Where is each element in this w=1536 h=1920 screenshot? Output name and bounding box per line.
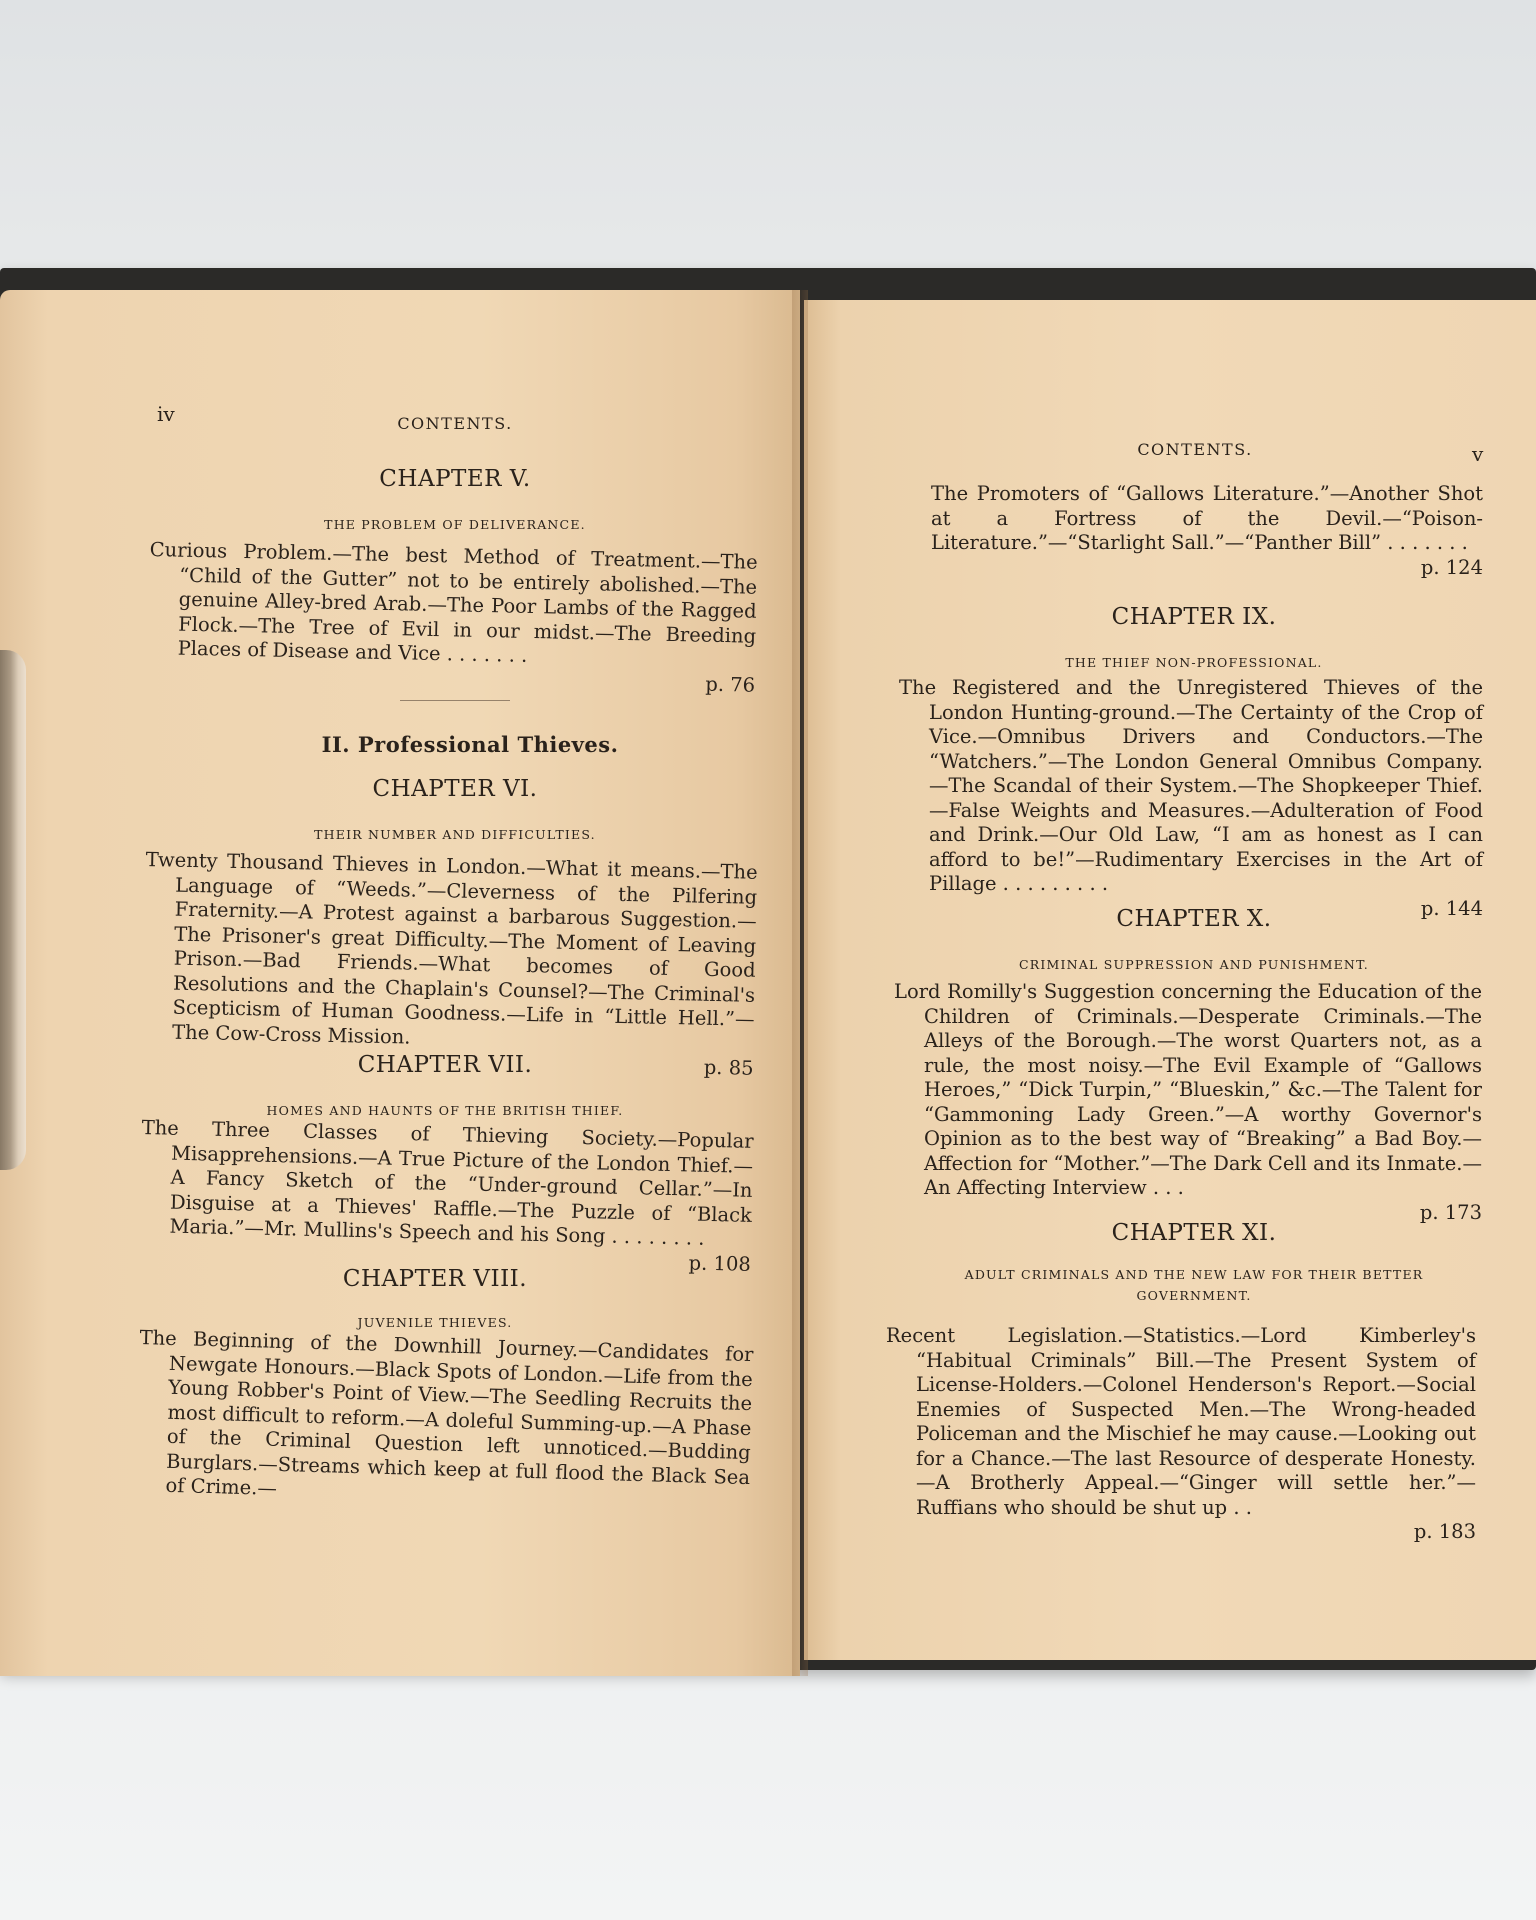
page-reference: p. 85 [703,1055,754,1080]
book-clip [0,650,26,1170]
chapter-heading: CHAPTER IX. [1111,604,1277,630]
chapter-subtitle: JUVENILE THIEVES. [357,1315,513,1330]
chapter-subtitle: ADULT CRIMINALS AND THE NEW LAW FOR THEIR BETTER GOVERNMENT. [964,1267,1424,1304]
page-reference: p. 108 [688,1250,752,1276]
chapter-subtitle: THE THIEF NON-PROFESSIONAL. [1065,655,1323,670]
summary-text: Lord Romilly's Suggestion concerning the Education of the Children of Criminals.—Desperate Criminals.—The Alleys of the Borough.—The worst Quarters not, as a rule, the most noisy.—The Evil Example of “Gallows Heroes,” “Dick Turpin,” “Blueskin,” &c.—The Talent for “Gammoning Lady Green.”—A worthy Governor's Opinion as to the best way of “Breaking” a Bad Boy.—Affection for “Mother.”—The Dark Cell and its Inmate.—An Affecting Interview . . . [894,980,1482,1199]
right-page-number: v [1472,442,1484,466]
chapter-summary [139,1116,754,1277]
summary-text: The Promoters of “Gallows Literature.”—Another Shot at a Fortress of the Devil.—“Poison-Literature.”—“Starlight Sall.”—“Panther Bill” . . . . . . . [931,482,1483,554]
chapter-summary [135,1326,754,1515]
chapter-heading: CHAPTER V. [379,466,531,492]
chapter-subtitle: THE PROBLEM OF DELIVERANCE. [324,517,586,532]
table-surface [0,1640,1536,1920]
chapter-summary [899,676,1483,921]
left-running-head: CONTENTS. [397,414,513,433]
chapter-heading: CHAPTER XI. [1111,1220,1277,1246]
summary-text: The Beginning of the Downhill Journey.—Candidates for Newgate Honours.—Black Spots of London.—Life from the Young Robber's Point of View.—The Seedling Recruits the most difficult to reform.—A doleful Summing-up.—A Phase of the Criminal Question left unnoticed.—Budding Burglars.—Streams which keep at full flood the Black Sea of Crime.— [139,1326,754,1500]
chapter-summary [886,1324,1476,1545]
left-page-number: iv [157,402,175,426]
book-gutter [792,290,808,1676]
summary-text: The Registered and the Unregistered Thieves of the London Hunting-ground.—The Certainty of the Crop of Vice.—Omnibus Drivers and Conductors.—The “Watchers.”—The London General Omnibus Company.—The Scandal of their System.—The Shopkeeper Thief.—False Weights and Measures.—Adulteration of Food and Drink.—Our Old Law, “I am as honest as I can afford to be!”—Rudimentary Exercises in the Art of Pillage . . . . . . . . . [899,676,1483,895]
page-reference: p. 173 [1419,1200,1482,1224]
chapter-subtitle: CRIMINAL SUPPRESSION AND PUNISHMENT. [1019,957,1369,972]
page-reference: p. 144 [1420,896,1483,920]
chapter-summary [141,848,757,1081]
summary-text: Curious Problem.—The best Method of Treatment.—The “Child of the Gutter” not to be entirely abolished.—The genuine Alley-bred Arab.—The Poor Lambs of the Ragged Flock.—The Tree of Evil in our midst.—The Breeding Places of Disease and Vice . . . . . . . [149,538,758,667]
section-heading: II. Professional Thieves. [321,732,619,757]
chapter-summary [894,980,1482,1225]
chapter-heading: CHAPTER VIII. [342,1266,528,1292]
page-reference [165,1498,749,1514]
chapter-summary [147,538,758,698]
chapter-heading: CHAPTER VI. [372,776,538,802]
page-reference: p. 76 [705,672,756,697]
chapter-subtitle: THEIR NUMBER AND DIFFICULTIES. [314,827,596,842]
chapter-heading: CHAPTER VII. [357,1052,533,1078]
chapter-subtitle: HOMES AND HAUNTS OF THE BRITISH THIEF. [266,1103,624,1118]
page-reference: p. 183 [1413,1520,1476,1543]
chapter-heading: CHAPTER X. [1116,906,1272,932]
summary-text: Twenty Thousand Thieves in London.—What it means.—The Language of “Weeds.”—Cleverness of the Pilfering Fraternity.—A Protest against a barbarous Suggestion.—The Prisoner's great Difficulty.—The Moment of Leaving Prison.—Bad Friends.—What becomes of Good Resolutions and the Chaplain's Counsel?—The Criminal's Scepticism of Human Goodness.—Life in “Little Hell.”—The Cow-Cross Mission. [145,848,758,1049]
right-running-head: CONTENTS. [1137,440,1253,459]
right-page [804,300,1536,1660]
continued-summary [931,482,1483,580]
left-page [0,290,800,1676]
summary-text: The Three Classes of Thieving Society.—Popular Misapprehensions.—A True Picture of the London Thief.—A Fancy Sketch of the “Under-ground Cellar.”—In Disguise at a Thieves' Raffle.—The Puzzle of “Black Maria.”—Mr. Mullins's Speech and his Song . . . . . . . . [141,1116,754,1250]
summary-text: Recent Legislation.—Statistics.—Lord Kimberley's “Habitual Criminals” Bill.—The Present System of License-Holders.—Colonel Henderson's Report.—Social Enemies of Suspected Men.—The Wrong-headed Policeman and the Mischief he may cause.—Looking out for a Chance.—The last Resource of desperate Honesty.—A Brotherly Appeal.—“Ginger will settle her.”—Ruffians who should be shut up . . [886,1324,1476,1519]
divider-rule [400,700,510,701]
page-reference: p. 124 [1420,555,1483,579]
